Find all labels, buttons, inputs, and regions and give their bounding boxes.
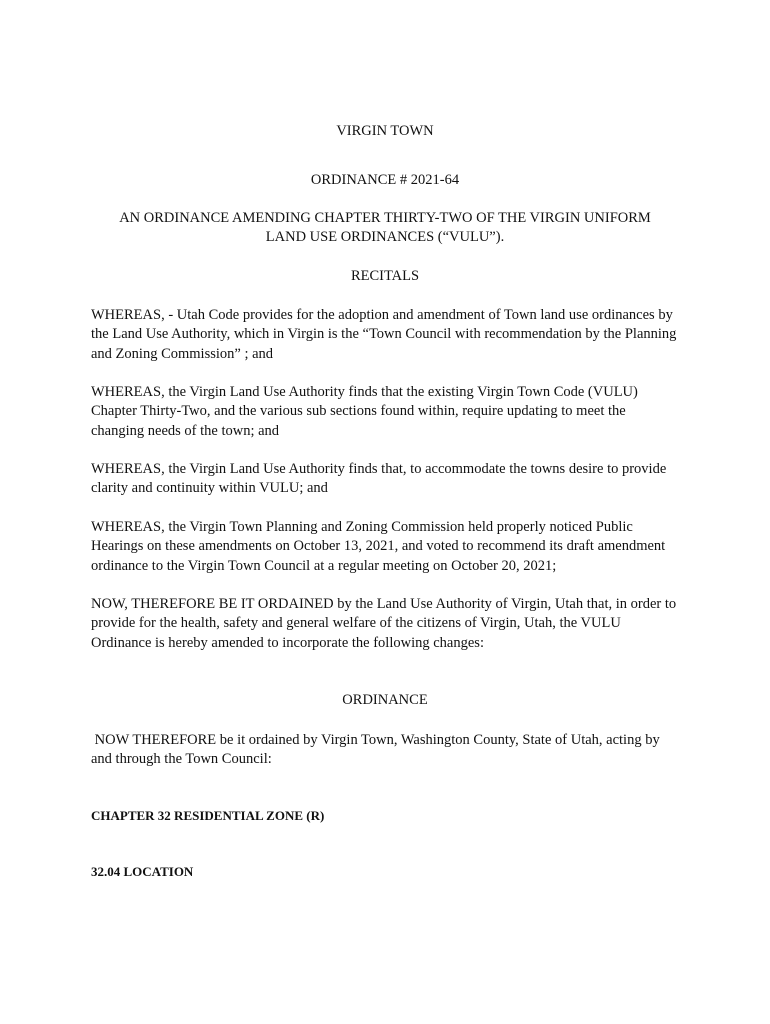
- section-heading: 32.04 LOCATION: [91, 864, 194, 879]
- ordinance-title-line-1: AN ORDINANCE AMENDING CHAPTER THIRTY-TWO OF THE VIRGIN UNIFORM: [119, 210, 651, 226]
- ordinance-number: ORDINANCE # 2021-64: [310, 172, 460, 188]
- town-title: VIRGIN TOWN: [336, 123, 434, 139]
- chapter-heading: CHAPTER 32 RESIDENTIAL ZONE (R): [91, 808, 325, 823]
- recitals-heading: RECITALS: [350, 268, 420, 284]
- ordained-paragraph: NOW THEREFORE be it ordained by Virgin Town, Washington County, State of Utah, acting by and through the Town Council:: [91, 732, 664, 768]
- whereas-paragraph-3: WHEREAS, the Virgin Land Use Authority finds that, to accommodate the towns desire to provide clarity and continuity within VULU; and: [91, 461, 667, 497]
- now-therefore-paragraph: NOW, THEREFORE BE IT ORDAINED by the Land Use Authority of Virgin, Utah that, in order to provide for the health, safety and general welfare of the citizens of Virgin, Utah, the VULU Ordinance is hereby amended to incorporate the following changes:: [91, 596, 677, 651]
- whereas-paragraph-1: WHEREAS, - Utah Code provides for the adoption and amendment of Town land use ordinances by the Land Use Authority, which in Virgin is the “Town Council with recommendation by the Planning and Zoning Commission” ; and: [91, 307, 677, 362]
- whereas-paragraph-2: WHEREAS, the Virgin Land Use Authority finds that the existing Virgin Town Code (VULU) Chapter Thirty-Two, and the various sub sections found within, require updating to meet the changing needs of the town; and: [91, 384, 638, 439]
- ordinance-heading: ORDINANCE: [342, 692, 428, 708]
- ordinance-title-line-2: LAND USE ORDINANCES (“VULU”).: [265, 229, 505, 245]
- whereas-paragraph-4: WHEREAS, the Virgin Town Planning and Zoning Commission held properly noticed Public Hearings on these amendments on October 13, 2021, and voted to recommend its draft amendment ordinance to the Virgin Town Council at a regular meeting on October 20, 2021;: [91, 519, 666, 574]
